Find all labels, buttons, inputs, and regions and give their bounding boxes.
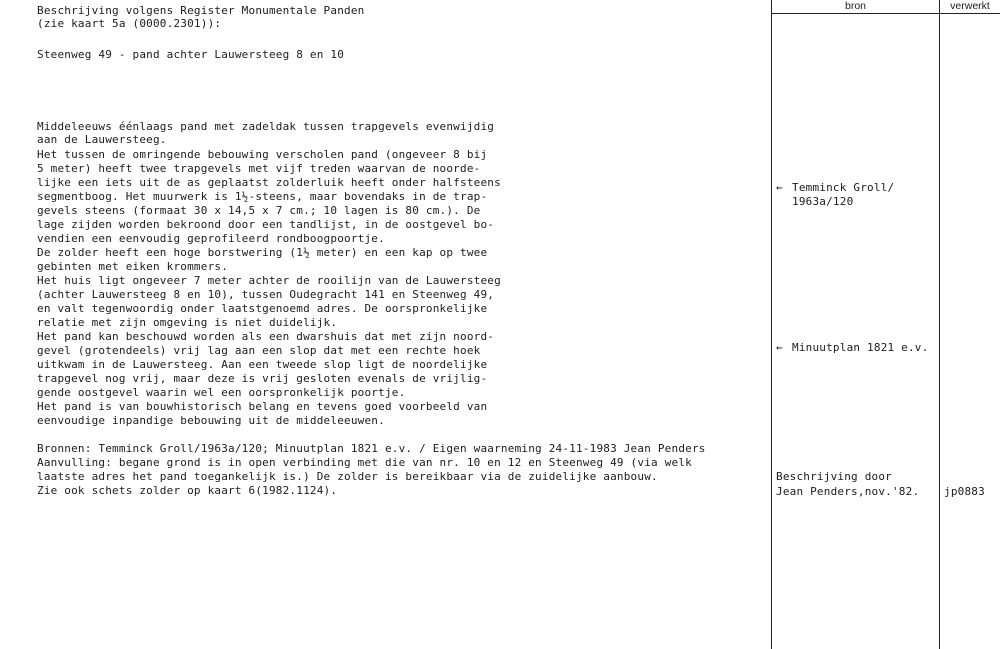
- body-line: 5 meter) heeft twee trapgevels met vijf treden waarvan de noorde-: [37, 162, 481, 175]
- body-line: en valt tegenwoordig onder laatstgenoemd adres. De oorspronkelijke: [37, 302, 488, 315]
- body-line: Het tussen de omringende bebouwing verscholen pand (ongeveer 8 bij: [37, 148, 488, 161]
- body-line: segmentboog. Het muurwerk is 1½-steens, maar bovendaks in de trap-: [37, 190, 488, 203]
- bron-entry-line: Minuutplan 1821 e.v.: [792, 341, 929, 354]
- body-line: relatie met zijn omgeving is niet duidelijk.: [37, 316, 338, 329]
- bron-column-right-rule: [939, 0, 940, 649]
- bron-entry-beschrijving-cont: [776, 485, 919, 498]
- body-line: lage zijden worden bekroond door een tandlijst, in de oostgevel bo-: [37, 218, 495, 231]
- bron-entry-line: 1963a/120: [792, 195, 854, 208]
- verwerkt-column-header: verwerkt: [950, 0, 990, 12]
- sources-line: Aanvulling: begane grond is in open verbinding met die van nr. 10 en 12 en Steenweg 49 (via welk: [37, 456, 692, 469]
- body-line: gebinten met eiken krommers.: [37, 260, 229, 273]
- body-line: Middeleeuws éénlaags pand met zadeldak tussen trapgevels evenwijdig: [37, 120, 495, 133]
- body-line: uitkwam in de Lauwersteeg. Aan een tweede slop ligt de noordelijke: [37, 358, 488, 371]
- body-line: gende oostgevel waarin wel een oorspronkelijk poortje.: [37, 386, 406, 399]
- body-line: De zolder heeft een hoge borstwering (1½ meter) en een kap op twee: [37, 246, 488, 259]
- sources-line: Zie ook schets zolder op kaart 6(1982.1124).: [37, 484, 338, 497]
- bron-column-header: bron: [844, 0, 866, 12]
- header-line-1: Beschrijving volgens Register Monumentale Panden: [37, 4, 365, 17]
- body-line: vendien een eenvoudig geprofileerd rondboogpoortje.: [37, 232, 385, 245]
- body-line: gevel (grotendeels) vrij lag aan een slop dat met een rechte hoek: [37, 344, 481, 357]
- bron-entry-minuutplan: [776, 341, 928, 354]
- bron-entry-temminck-cont: [792, 195, 853, 208]
- body-line: (achter Lauwersteeg 8 en 10), tussen Oudegracht 141 en Steenweg 49,: [37, 288, 495, 301]
- body-line: lijke een iets uit de as geplaatst zolderluik heeft onder halfsteens: [37, 176, 501, 189]
- bron-entry-line: Temminck Groll/: [792, 181, 895, 194]
- left-arrow-icon: ←: [776, 181, 783, 194]
- sources-line: Bronnen: Temminck Groll/1963a/120; Minuutplan 1821 e.v. / Eigen waarneming 24-11-1983 Jean Penders: [37, 442, 706, 455]
- body-line: gevels steens (formaat 30 x 14,5 x 7 cm.; 10 lagen is 80 cm.). De: [37, 204, 481, 217]
- bron-entry-line: Beschrijving door: [776, 470, 892, 483]
- header-line-2: (zie kaart 5a (0000.2301)):: [37, 17, 222, 30]
- bron-column-left-rule: [771, 0, 772, 649]
- body-line: eenvoudige inpandige bebouwing uit de middeleeuwen.: [37, 414, 385, 427]
- bron-entry-beschrijving: [776, 470, 892, 483]
- subject-line: Steenweg 49 - pand achter Lauwersteeg 8 en 10: [37, 48, 345, 61]
- verwerkt-code: jp0883: [944, 485, 985, 498]
- body-line: Het pand is van bouwhistorisch belang en tevens goed voorbeeld van: [37, 400, 488, 413]
- body-line: aan de Lauwersteeg.: [37, 133, 167, 146]
- sources-line: laatste adres het pand toegankelijk is.) De zolder is bereikbaar via de zuidelijke aanbouw.: [37, 470, 658, 483]
- column-header-rule: [772, 13, 1000, 14]
- bron-entry-line: Jean Penders,nov.'82.: [776, 485, 920, 498]
- body-line: Het huis ligt ongeveer 7 meter achter de rooilijn van de Lauwersteeg: [37, 274, 501, 287]
- bron-entry-temminck: [776, 181, 894, 194]
- body-line: trapgevel nog vrij, maar deze is vrij gesloten evenals de vrijlig-: [37, 372, 488, 385]
- body-line: Het pand kan beschouwd worden als een dwarshuis dat met zijn noord-: [37, 330, 495, 343]
- left-arrow-icon: ←: [776, 341, 783, 354]
